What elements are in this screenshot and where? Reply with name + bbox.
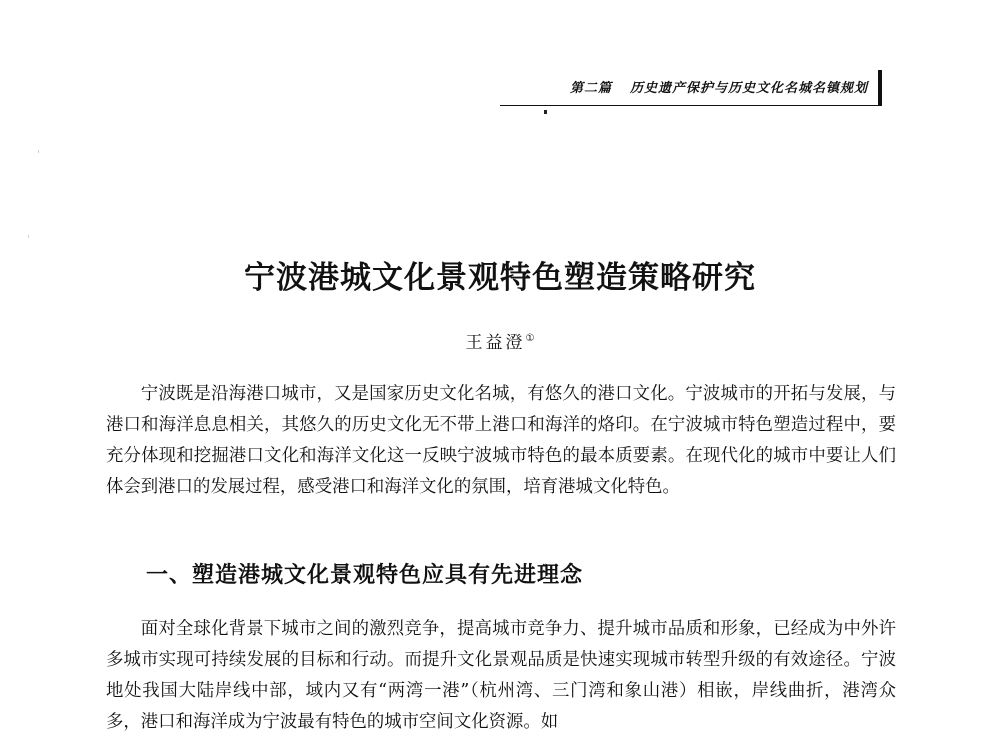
author-line <box>0 328 1000 353</box>
running-header-text <box>570 77 868 96</box>
running-header <box>500 70 882 106</box>
section-heading: 一、塑造港城文化景观特色应具有先进理念 <box>146 563 584 588</box>
running-header-part: 第二篇 <box>569 81 612 96</box>
author-name: 王益澄 <box>465 333 526 353</box>
body-paragraph: 面对全球化背景下城市之间的激烈竞争，提高城市竞争力、提升城市品质和形象，已经成为中外许多城市实现可持续发展的目标和行动。而提升文化景观品质是快速实现城市转型升级的有效途径。宁波地处我国大陆岸线中部，域内又有“两湾一港”（杭州湾、三门湾和象山港）相嵌，岸线曲折，港湾众多，港口和海洋成为宁波最有特色的城市空间文化资源。如 <box>106 619 896 732</box>
scan-mark <box>28 235 29 238</box>
author-footnote-mark[interactable]: ① <box>525 333 535 344</box>
article-title: 宁波港城文化景观特色塑造策略研究 <box>244 260 756 296</box>
print-speck <box>544 110 547 114</box>
scan-mark <box>38 150 39 153</box>
intro-paragraph: 宁波既是沿海港口城市，又是国家历史文化名城，有悠久的港口文化。宁波城市的开拓与发展，与港口和海洋息息相关，其悠久的历史文化无不带上港口和海洋的烙印。在宁波城市特色塑造过程中，要充分体现和挖掘港口文化和海洋文化这一反映宁波城市特色的最本质要素。在现代化的城市中要让人们体会到港口的发展过程，感受港口和海洋文化的氛围，培育港城文化特色。 <box>106 384 896 497</box>
running-header-subject: 历史遗产保护与历史文化名城名镇规划 <box>629 81 868 96</box>
